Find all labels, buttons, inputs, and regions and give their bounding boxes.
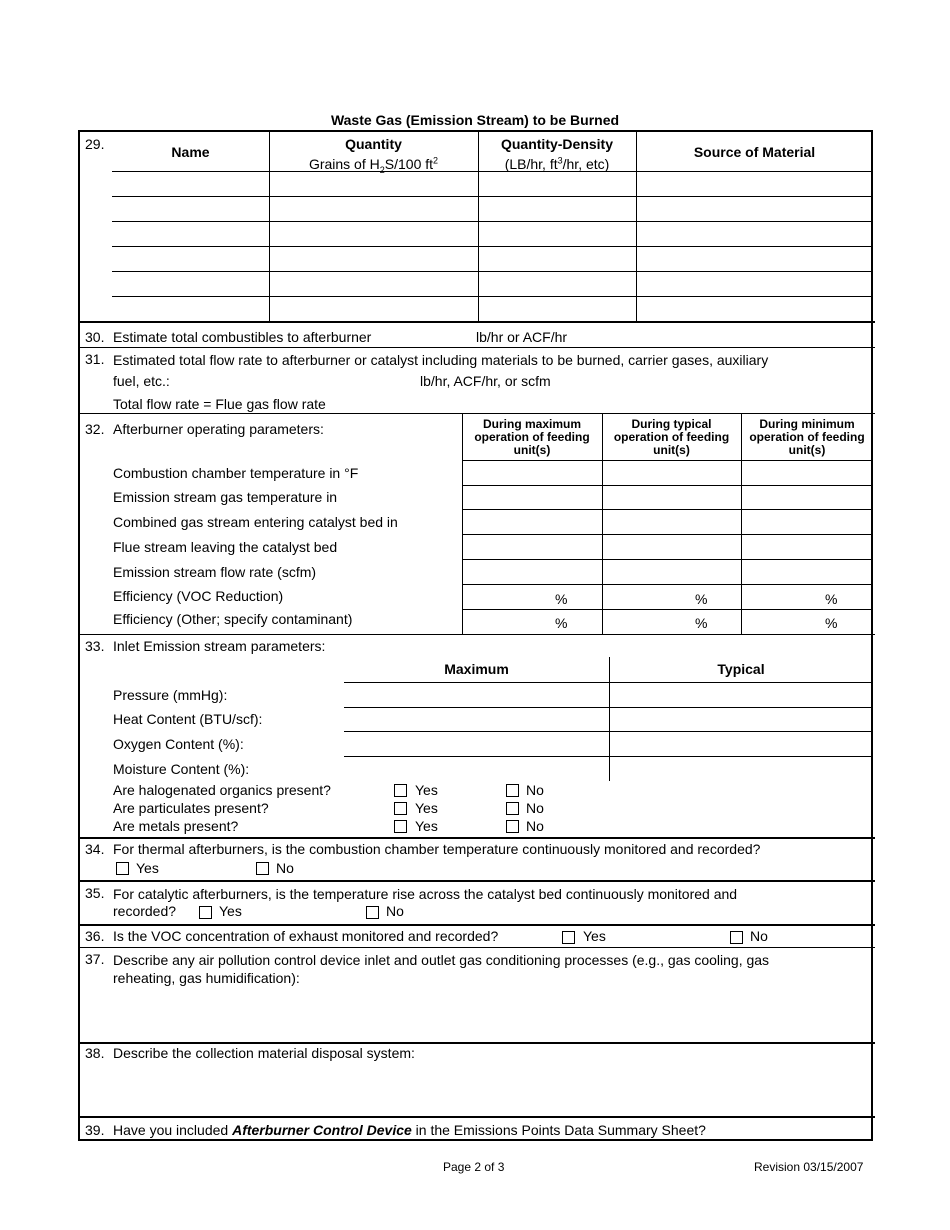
q29-header-name: Name: [171, 144, 210, 160]
q37-line1: Describe any air pollution control device inlet and outlet gas conditioning processes (e.g., gas cooling, gas: [113, 952, 770, 968]
q34-yes-checkbox[interactable]: [116, 862, 129, 875]
q29-header-density: [478, 136, 636, 172]
yes-label: Yes: [136, 860, 159, 876]
form-title: Waste Gas (Emission Stream) to be Burned: [330, 112, 620, 128]
q33-metals-yes-checkbox[interactable]: [394, 820, 407, 833]
yes-label: Yes: [219, 903, 242, 919]
q32-typ-cells[interactable]: [603, 461, 741, 634]
q32-header-typ: During typical operation of feeding unit(s): [613, 417, 730, 457]
q33-particulates-yes-checkbox[interactable]: [394, 802, 407, 815]
q29-density-cells[interactable]: [479, 172, 636, 320]
section-divider: [80, 837, 875, 839]
q36-text: Is the VOC concentration of exhaust monitored and recorded?: [113, 928, 499, 944]
q37-line2: reheating, gas humidification):: [113, 970, 300, 986]
q35-yes-checkbox[interactable]: [199, 906, 212, 919]
q33-text: Inlet Emission stream parameters:: [113, 638, 326, 654]
q30-number: 30.: [85, 329, 105, 345]
q37-number: 37.: [85, 951, 105, 967]
q31-line3: Total flow rate = Flue gas flow rate: [113, 396, 326, 412]
q32-header-min: During minimum operation of feeding unit(s): [749, 417, 865, 457]
q35-number: 35.: [85, 885, 105, 901]
section-divider: [80, 880, 875, 882]
revision-date: Revision 03/15/2007: [754, 1160, 864, 1174]
q29-source-cells[interactable]: [637, 172, 873, 320]
q32-row-flow-rate: Emission stream flow rate (scfm): [113, 564, 317, 580]
q38-text: Describe the collection material disposal system:: [113, 1045, 415, 1061]
q29-name-cells[interactable]: [112, 172, 269, 320]
q29-header-quantity-units: Grains of $H_2S/100$ $ft^2$: [308, 155, 439, 175]
percent-sign: %: [555, 615, 568, 631]
q32-row-emission-temp: Emission stream gas temperature in: [113, 489, 338, 505]
form-frame: [78, 130, 873, 1141]
percent-sign: %: [695, 615, 708, 631]
section-divider: [80, 1042, 875, 1044]
q38-answer-area[interactable]: [113, 1065, 868, 1115]
section-divider: [80, 1116, 875, 1118]
section-divider: [80, 924, 875, 926]
q32-header-max: During maximum operation of feeding unit(s): [474, 417, 590, 457]
percent-sign: %: [555, 591, 568, 607]
no-label: No: [750, 928, 768, 944]
percent-sign: %: [825, 591, 838, 607]
q33-row-heat: Heat Content (BTU/scf):: [113, 711, 263, 727]
q35-line1: For catalytic afterburners, is the temperature rise across the catalyst bed continuously monitored and: [113, 886, 738, 902]
q30-text: Estimate total combustibles to afterburner: [113, 329, 372, 345]
q33-header-typ: Typical: [717, 661, 765, 677]
q33-row-moisture: Moisture Content (%):: [113, 761, 250, 777]
q34-text: For thermal afterburners, is the combustion chamber temperature continuously monitored and recorded?: [113, 841, 761, 857]
q33-header-max: Maximum: [444, 661, 509, 677]
q33-question-metals: Are metals present?: [113, 818, 239, 834]
q32-row-efficiency-other: Efficiency (Other; specify contaminant): [113, 611, 353, 627]
q32-row-combined-gas: Combined gas stream entering catalyst bed in: [113, 514, 398, 530]
section-divider: [80, 347, 875, 348]
section-divider: [80, 413, 875, 414]
q33-question-halogenated: Are halogenated organics present?: [113, 782, 331, 798]
q38-number: 38.: [85, 1045, 105, 1061]
q31-line2: fuel, etc.:: [113, 373, 170, 389]
section-divider: [80, 634, 875, 635]
q33-halogenated-yes-checkbox[interactable]: [394, 784, 407, 797]
q33-typ-cells[interactable]: [610, 683, 873, 781]
q33-metals-no-checkbox[interactable]: [506, 820, 519, 833]
q29-quantity-cells[interactable]: [270, 172, 478, 320]
no-label: No: [526, 818, 544, 834]
q29-number: 29.: [85, 136, 105, 152]
q30-units: lb/hr or ACF/hr: [476, 329, 568, 345]
percent-sign: %: [825, 615, 838, 631]
q31-number: 31.: [85, 351, 105, 367]
q29-header-density-title: Quantity-Density: [500, 136, 613, 152]
no-label: No: [526, 782, 544, 798]
q32-row-efficiency-voc: Efficiency (VOC Reduction): [113, 588, 284, 604]
q34-number: 34.: [85, 841, 105, 857]
q39-number: 39.: [85, 1122, 105, 1138]
no-label: No: [526, 800, 544, 816]
page-number: Page 2 of 3: [443, 1160, 505, 1174]
q39-device-name: Afterburner Control Device: [232, 1122, 412, 1138]
q32-number: 32.: [85, 421, 105, 437]
q33-question-particulates: Are particulates present?: [113, 800, 269, 816]
q31-line1: Estimated total flow rate to afterburner or catalyst including materials to be burned, carrier gases, auxiliary: [113, 352, 769, 368]
q34-no-checkbox[interactable]: [256, 862, 269, 875]
q33-halogenated-no-checkbox[interactable]: [506, 784, 519, 797]
q33-particulates-no-checkbox[interactable]: [506, 802, 519, 815]
yes-label: Yes: [415, 818, 438, 834]
q39-text: Have you included Afterburner Control Device in the Emissions Points Data Summary Sheet?: [113, 1122, 706, 1138]
no-label: No: [276, 860, 294, 876]
q35-no-checkbox[interactable]: [366, 906, 379, 919]
q33-row-oxygen: Oxygen Content (%):: [113, 736, 244, 752]
q32-row-combustion-temp: Combustion chamber temperature in °F: [113, 465, 359, 481]
section-divider: [80, 947, 875, 948]
yes-label: Yes: [583, 928, 606, 944]
q36-no-checkbox[interactable]: [730, 931, 743, 944]
q32-text: Afterburner operating parameters:: [113, 421, 324, 437]
q35-line2: recorded?: [113, 903, 177, 919]
section-divider: [80, 321, 875, 323]
q36-yes-checkbox[interactable]: [562, 931, 575, 944]
q32-min-cells[interactable]: [742, 461, 873, 634]
yes-label: Yes: [415, 800, 438, 816]
q29-header-quantity-title: Quantity: [345, 136, 402, 152]
q33-number: 33.: [85, 638, 105, 654]
q36-number: 36.: [85, 928, 105, 944]
yes-label: Yes: [415, 782, 438, 798]
q29-header-density-units: (LB/hr, $ft^3/hr$, etc): [504, 155, 610, 172]
q32-row-flue-stream: Flue stream leaving the catalyst bed: [113, 539, 338, 555]
q29-header-source: Source of Material: [693, 144, 816, 160]
q31-units: lb/hr, ACF/hr, or scfm: [420, 373, 551, 389]
q33-row-pressure: Pressure (mmHg):: [113, 687, 228, 703]
q37-answer-area[interactable]: [113, 990, 868, 1042]
percent-sign: %: [695, 591, 708, 607]
no-label: No: [386, 903, 404, 919]
q32-max-cells[interactable]: [463, 461, 602, 634]
q33-max-cells[interactable]: [345, 683, 609, 781]
